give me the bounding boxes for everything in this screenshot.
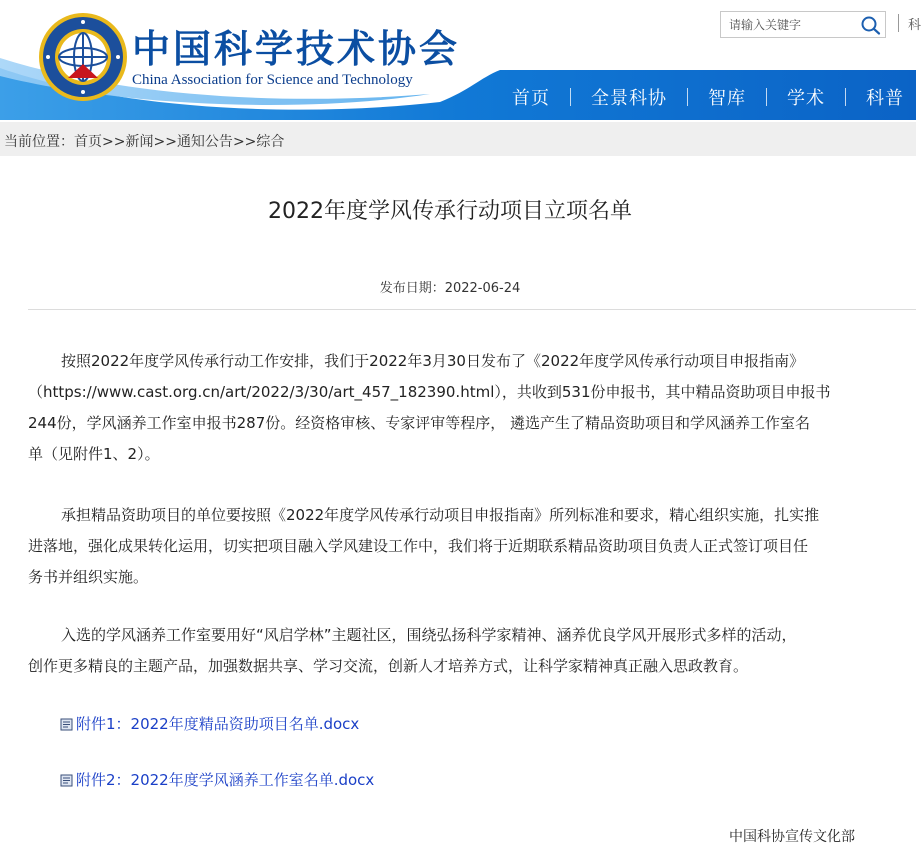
breadcrumb-bar xyxy=(0,122,916,156)
nav-item-home[interactable]: 首页 xyxy=(512,88,550,109)
breadcrumb-separator: >> xyxy=(102,134,126,150)
paragraph-line: 按照2022年度学风传承行动工作安排，我们于2022年3月30日发布了《2022年度学风传承行动项目申报指南》 xyxy=(61,352,805,370)
article-paragraph-1 xyxy=(28,346,873,470)
paragraph-line: 244份，学风涵养工作室申报书287份。经资格审核、专家评审等程序， 遴选产生了精品资助项目和学风涵养工作室名 xyxy=(28,414,811,432)
paragraph-line: （https://www.cast.org.cn/art/2022/3/30/art_457_182390.html），共收到531份申报书，其中精品资助项目申报书 xyxy=(28,383,831,401)
search-box xyxy=(720,11,886,38)
paragraph-line: 单（见附件1、2）。 xyxy=(28,445,160,463)
publish-date xyxy=(0,277,900,296)
publish-date-label: 发布日期： xyxy=(379,281,445,296)
breadcrumb xyxy=(4,131,284,151)
search-input[interactable] xyxy=(729,15,859,35)
breadcrumb-separator: >> xyxy=(153,134,177,150)
document-icon xyxy=(60,774,73,787)
attachment-link-2[interactable] xyxy=(60,769,374,790)
paragraph-line: 进落地，强化成果转化运用，切实把项目融入学风建设工作中，我们将于近期联系精品资助项目负责人正式签订项目任 xyxy=(28,537,809,555)
attachment-link-1[interactable] xyxy=(60,713,359,734)
breadcrumb-prefix: 当前位置： xyxy=(4,134,74,150)
attachment-2-label[interactable]: 附件2：2022年度学风涵养工作室名单.docx xyxy=(76,771,375,789)
site-header xyxy=(0,0,922,120)
article-title: 2022年度学风传承行动项目立项名单 xyxy=(268,199,632,224)
attachment-1-label[interactable]: 附件1：2022年度精品资助项目名单.docx xyxy=(76,715,360,733)
nav-item-science-pop[interactable]: 科普 xyxy=(866,88,904,109)
article-paragraph-3 xyxy=(28,620,873,682)
article-signature: 中国科协宣传文化部 xyxy=(729,829,855,845)
breadcrumb-home[interactable]: 首页 xyxy=(74,134,102,150)
top-link-partial[interactable]: 科 xyxy=(908,18,922,33)
site-logo-chinese[interactable]: 中国科学技术协会 xyxy=(132,26,461,71)
paragraph-line: 创作更多精良的主题产品，加强数据共享、学习交流，创新人才培养方式，让科学家精神真正融入思政教育。 xyxy=(28,657,749,675)
paragraph-line: 承担精品资助项目的单位要按照《2022年度学风传承行动项目申报指南》所列标准和要求，精心组织实施，扎实推 xyxy=(61,506,820,524)
title-divider xyxy=(28,309,916,310)
search-icon[interactable] xyxy=(860,15,882,35)
nav-item-panorama[interactable]: 全景科协 xyxy=(591,88,667,109)
top-link-divider xyxy=(898,14,899,32)
breadcrumb-news[interactable]: 新闻 xyxy=(125,134,154,150)
nav-item-academic[interactable]: 学术 xyxy=(787,88,825,109)
publish-date-value: 2022-06-24 xyxy=(444,281,521,296)
paragraph-line: 务书并组织实施。 xyxy=(28,568,149,586)
nav-item-think-tank[interactable]: 智库 xyxy=(708,88,746,109)
breadcrumb-separator: >> xyxy=(232,134,257,150)
breadcrumb-general[interactable]: 综合 xyxy=(256,134,285,150)
cast-emblem-icon[interactable] xyxy=(38,12,128,102)
main-nav xyxy=(492,82,924,112)
breadcrumb-notices[interactable]: 通知公告 xyxy=(176,134,233,150)
paragraph-line: 入选的学风涵养工作室要用好“风启学林”主题社区，围绕弘扬科学家精神、涵养优良学风开展形式多样的活动， xyxy=(61,626,797,644)
site-logo-english[interactable]: China Association for Science and Technology xyxy=(132,72,413,88)
document-icon xyxy=(60,718,73,731)
article-paragraph-2 xyxy=(28,500,873,593)
